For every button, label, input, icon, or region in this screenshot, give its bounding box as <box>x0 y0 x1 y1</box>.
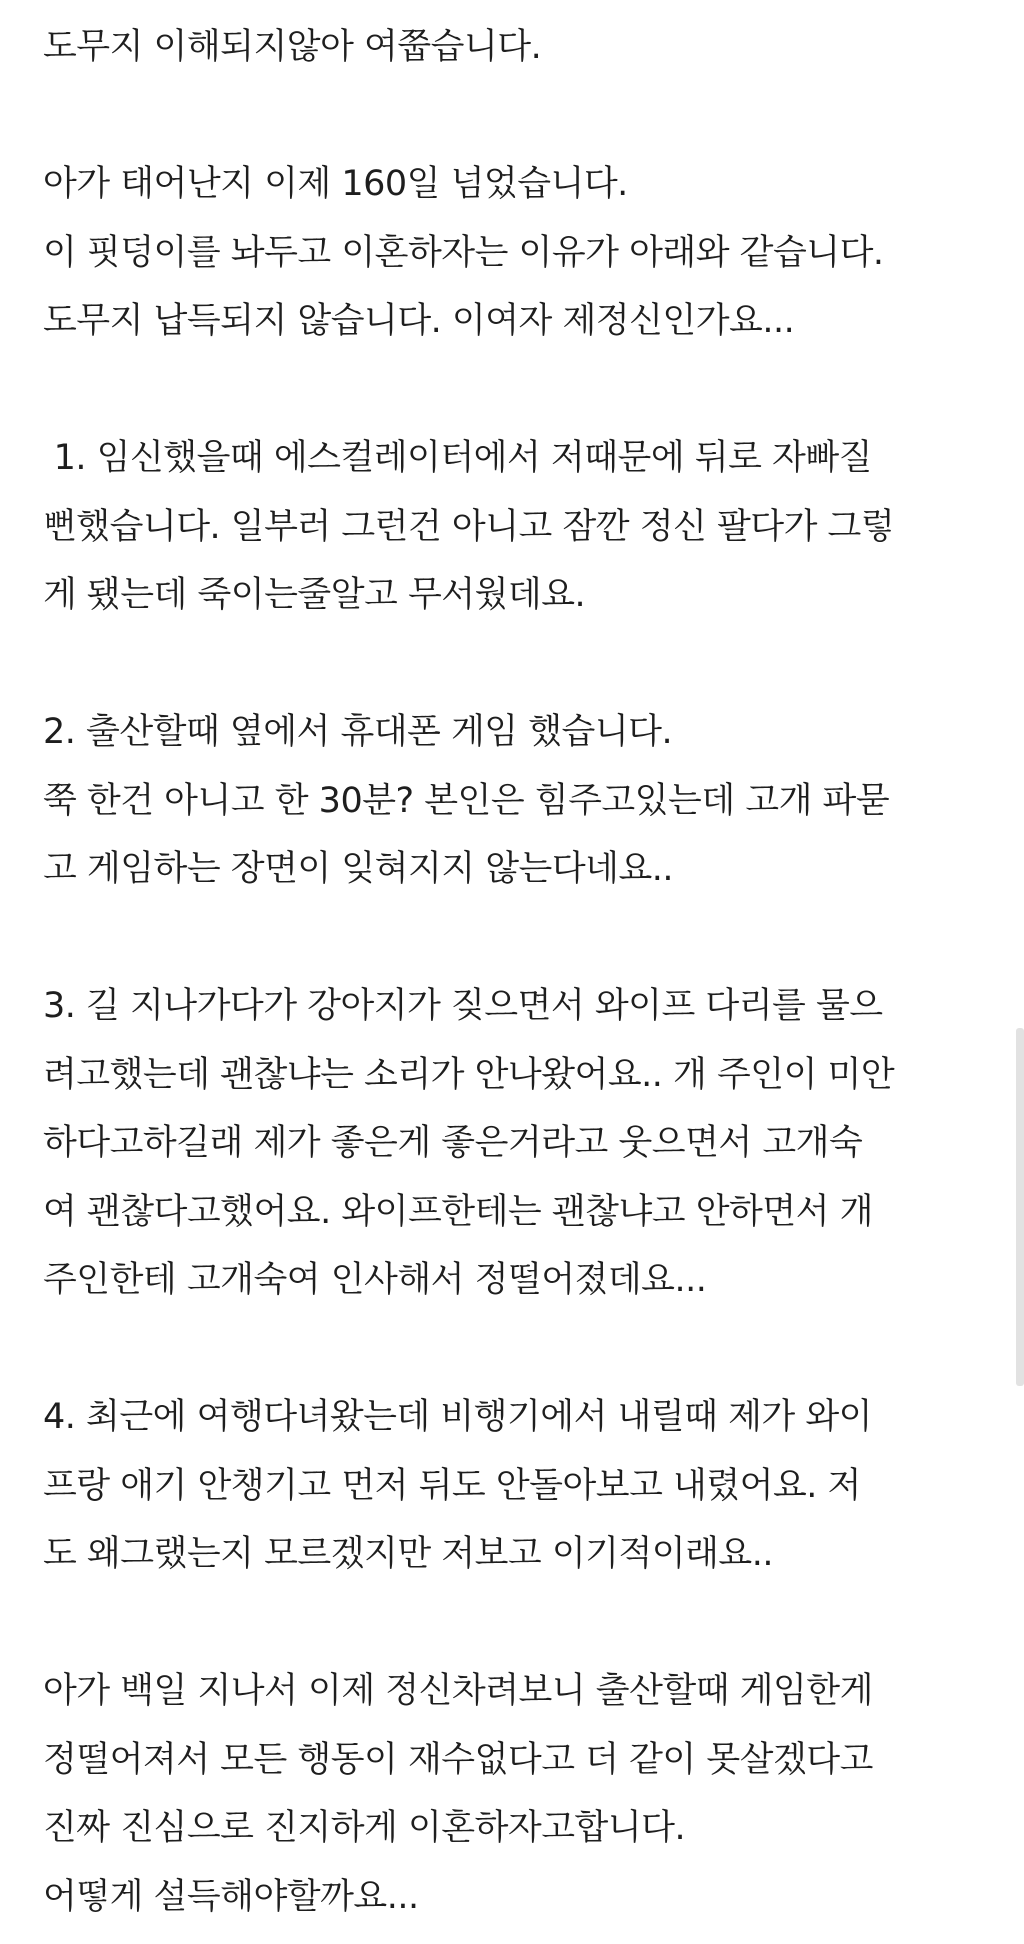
text-line: 뻔했습니다. 일부러 그런건 아니고 잠깐 정신 팔다가 그렇 <box>43 506 895 547</box>
text-line: 진짜 진심으로 진지하게 이혼하자고합니다. <box>43 1808 686 1848</box>
text-line: 쭉 한건 아니고 한 30분? 본인은 힘주고있는데 고개 파묻 <box>43 780 890 821</box>
text-line: 도 왜그랬는지 모르겠지만 저보고 이기적이래요.. <box>43 1534 773 1574</box>
text-line: 려고했는데 괜찮냐는 소리가 안나왔어요.. 개 주인이 미안 <box>43 1054 895 1095</box>
blank-line <box>43 1589 993 1658</box>
text-line: 이 핏덩이를 놔두고 이혼하자는 이유가 아래와 같습니다. <box>43 232 884 273</box>
text-line: 고 게임하는 장면이 잊혀지지 않는다네요.. <box>43 849 674 889</box>
text-line: 프랑 애기 안챙기고 먼저 뒤도 안돌아보고 내렸어요. 저 <box>43 1465 861 1506</box>
text-line: 어떻게 설득해야할까요... <box>43 1876 419 1917</box>
scrollbar[interactable] <box>1016 1028 1024 1386</box>
text-line: 3. 길 지나가다가 강아지가 짖으면서 와이프 다리를 물으 <box>43 986 883 1026</box>
text-line: 여 괜찮다고했어요. 와이프한테는 괜찮냐고 안하면서 개 <box>43 1191 873 1232</box>
post-body <box>43 13 993 1931</box>
text-line: 정떨어져서 모든 행동이 재수없다고 더 같이 못살겠다고 <box>43 1739 873 1780</box>
blank-line <box>43 1315 993 1384</box>
blank-line <box>43 904 993 973</box>
text-line: 도무지 이해되지않아 여쭙습니다. <box>43 27 542 67</box>
text-line: 1. 임신했을때 에스컬레이터에서 저때문에 뒤로 자빠질 <box>43 438 872 478</box>
blank-line <box>43 630 993 699</box>
text-line: 아가 태어난지 이제 160일 넘었습니다. <box>43 164 628 204</box>
blank-line <box>43 356 993 425</box>
text-line: 게 됐는데 죽이는줄알고 무서웠데요. <box>43 575 586 615</box>
text-line: 주인한테 고개숙여 인사해서 정떨어졌데요... <box>43 1260 707 1300</box>
text-line: 하다고하길래 제가 좋은게 좋은거라고 웃으면서 고개숙 <box>43 1123 863 1163</box>
text-line: 2. 출산할때 옆에서 휴대폰 게임 했습니다. <box>43 712 673 752</box>
text-line: 아가 백일 지나서 이제 정신차려보니 출산할때 게임한게 <box>43 1671 873 1711</box>
text-line: 4. 최근에 여행다녀왔는데 비행기에서 내릴때 제가 와이 <box>43 1397 872 1437</box>
text-line: 도무지 납득되지 않습니다. 이여자 제정신인가요... <box>43 301 795 341</box>
blank-line <box>43 82 993 151</box>
